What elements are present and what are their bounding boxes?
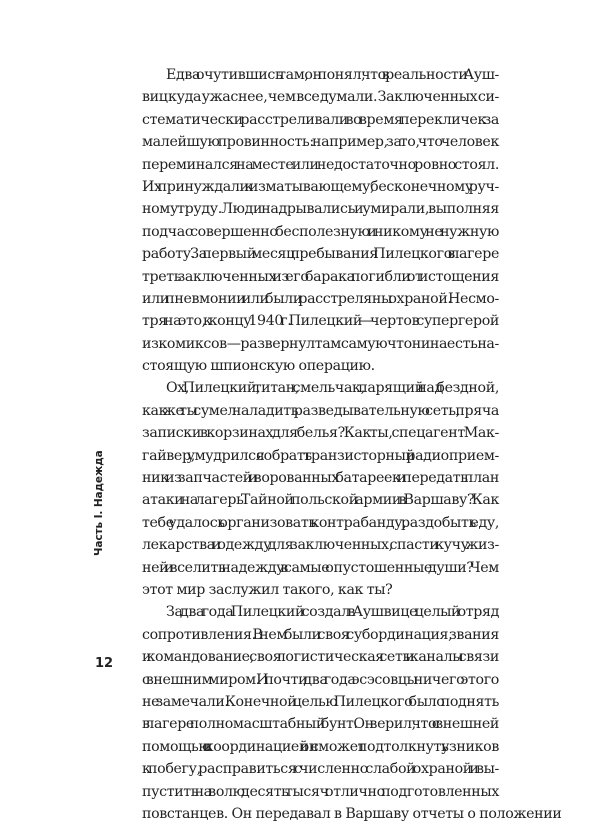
text-line: работу. За первый месяц пребывания Пилецкого в лагере [142, 246, 499, 263]
text-line: Едва очутившись там, он понял, что в реальности Ауш- [166, 67, 499, 83]
text-line: подчас совершенно бесполезную и никому не нужную [142, 223, 499, 240]
text-line: повстанцев. Он передавал в Варшаву отчеты о положении [142, 805, 562, 822]
text-line: записки в корзинах для белья? Как ты, спецагент Мак- [142, 425, 499, 442]
text-line: треть заключенных из его барака погибли от истощения [142, 268, 499, 285]
paragraph-3 [142, 601, 562, 825]
text-line: За два года Пилецкий создал в Аушвице целый отряд [166, 604, 499, 621]
text-line: пустить на волю десять тысяч отлично подготовленных [142, 783, 499, 800]
text-line: тебе удалось организовать контрабанду, раздобыть еду, [142, 514, 499, 531]
text-line: к побегу, расправиться с численно слабой охраной и вы- [142, 761, 499, 778]
text-line: лекарства и одежду для заключенных, спасти кучу жиз- [142, 537, 499, 554]
text-line: помощью и координацией он сможет подтолкнуть узников [142, 738, 499, 755]
text-line: из комиксов — развернул там самую что ни на есть на- [142, 335, 499, 352]
text-line: Ох, Пилецкий, титан, смельчак, парящий над бездной, [166, 380, 499, 397]
text-line: ней и вселить надежду в самые опустошенные души? Чем [142, 559, 499, 576]
text-line: атаки на лагерь Тайной польской армии в Варшаву? Как [142, 492, 499, 509]
text-line: ник из запчастей и ворованных батареек и передать план [142, 470, 499, 487]
text-line: или пневмонии или были расстреляны охраной. Несмо- [142, 290, 499, 307]
body-text [142, 64, 562, 825]
text-line: виц куда ужаснее, чем все думали. Заключенных си- [142, 89, 499, 106]
text-line: как же ты сумел наладить разведывательную сеть, пряча [142, 402, 499, 419]
paragraph-1 [142, 64, 499, 377]
text-line: гайвер, умудрился собрать транзисторный радиоприем- [142, 447, 499, 464]
text-line: переминался на месте или недостаточно ровно стоял. [142, 156, 499, 173]
page-number: 12 [95, 656, 114, 671]
text-line: малейшую провинность: например, за то, что человек [142, 134, 499, 151]
text-line: и командование, своя логистическая сеть и каналы связи [142, 649, 499, 666]
text-line: стоящую шпионскую операцию. [142, 358, 375, 375]
text-line: Их принуждали к изматывающему, бесконечному руч- [142, 178, 499, 195]
text-line: тря на это, к концу 1940 г. Пилецкий — чертов супергерой [142, 313, 499, 330]
text-line: ному труду. Люди надрывались и умирали, выполняя [142, 201, 499, 218]
paragraph-2 [142, 377, 499, 601]
text-line: с внешним миром. И почти два года эсэсовцы ничего этого [142, 671, 499, 688]
text-line: сопротивления. В нем были своя субординация, звания [142, 626, 499, 643]
text-line: стематически расстреливали во время перекличек за [142, 111, 499, 128]
running-head: Часть I. Надежда [93, 450, 105, 556]
text-line: этот мир заслужил такого, как ты? [142, 581, 393, 598]
text-line: не замечали. Конечной целью Пилецкого было поднять [142, 693, 499, 710]
text-line: в лагере полномасштабный бунт. Он верил, что с внешней [142, 716, 499, 733]
